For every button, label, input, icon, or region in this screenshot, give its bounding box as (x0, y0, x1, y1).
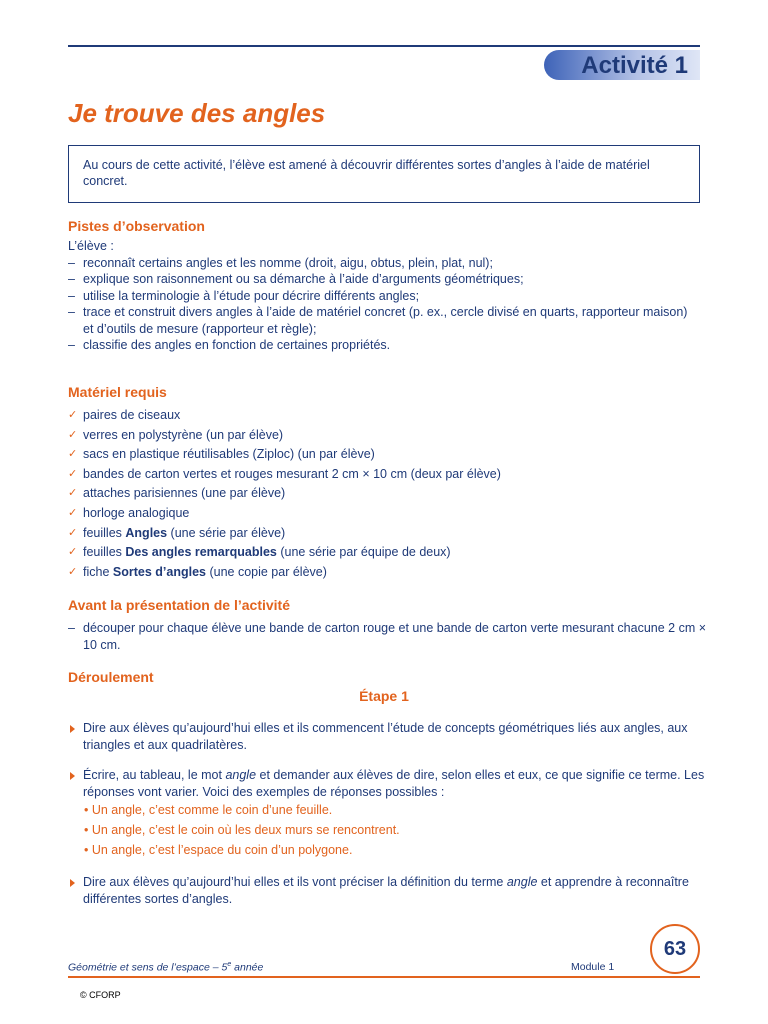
avant-list (68, 620, 708, 653)
item-text: sacs en plastique réutilisables (Ziploc) (un par élève) (83, 447, 375, 462)
deroulement-heading: Déroulement (68, 669, 154, 685)
steps-list (68, 720, 708, 907)
item-bold: Angles (125, 525, 168, 540)
item-text-end: (une série par équipe de deux) (276, 545, 451, 560)
list-item: – classifie des angles en fonction de certaines propriétés. (68, 337, 688, 354)
checkmark-icon: ✓ (68, 428, 78, 441)
footer-sup: e (227, 961, 232, 968)
item-text: feuilles (83, 525, 126, 540)
step-item (68, 720, 708, 753)
activity-label: Activité 1 (581, 52, 688, 79)
pistes-section (68, 238, 688, 354)
footer-title: Géométrie et sens de l’espace – 5 (68, 961, 228, 974)
step-text: Dire aux élèves qu’aujourd’hui elles et ils commencent l’étude de concepts géométriques liés aux angles, aux triangles et aux quadrilatères. (83, 721, 688, 752)
copyright: © CFORP (80, 990, 121, 1000)
checkmark-icon: ✓ (68, 506, 78, 519)
list-item: – utilise la terminologie à l’étude pour décrire différents angles; (68, 288, 688, 305)
list-item (68, 504, 688, 524)
item-text: verres en polystyrène (un par élève) (83, 427, 284, 442)
page-number: 63 (663, 938, 687, 960)
item-text: feuilles (83, 545, 126, 560)
item-text: fiche (83, 564, 113, 579)
list-item (68, 426, 688, 446)
page-number-badge (650, 924, 700, 974)
example-answer: • Un angle, c’est comme le coin d’une feuille. (84, 803, 333, 817)
intro-box: Au cours de cette activité, l’élève est amené à découvrir différentes sortes d’angles à l’aide de matériel concret. (68, 145, 700, 203)
pistes-list (68, 255, 688, 354)
header-rule (68, 45, 700, 47)
list-item (68, 484, 688, 504)
footer-left (68, 961, 263, 974)
list-item (68, 563, 688, 583)
checkmark-icon: ✓ (68, 467, 78, 480)
page-title: Je trouve des angles (68, 98, 326, 128)
item-text-end: (une série par élève) (167, 525, 286, 540)
item-text: bandes de carton vertes et rouges mesurant 2 cm × 10 cm (deux par élève) (83, 466, 501, 481)
footer-module: Module 1 (571, 961, 615, 973)
step-emphasis: angle (225, 768, 257, 782)
list-item: – trace et construit divers angles à l’aide de matériel concret (p. ex., cercle divisé en quarts, rapporteur maison) et d’outils de mesure (rapporteur et règle); (68, 304, 688, 337)
list-item (68, 445, 688, 465)
item-bold: Sortes d’angles (112, 564, 206, 579)
example-answer: • Un angle, c’est l’espace du coin d’un polygone. (84, 843, 353, 857)
activity-tab (544, 50, 700, 80)
list-item: – reconnaît certains angles et les nomme (droit, aigu, obtus, plein, plat, nul); (68, 255, 688, 272)
example-answer: • Un angle, c’est le coin où les deux murs se rencontrent. (84, 823, 400, 837)
checkmark-icon: ✓ (68, 546, 78, 559)
list-item (68, 543, 688, 563)
deroulement-section (68, 720, 708, 921)
materiel-heading: Matériel requis (68, 384, 167, 400)
step-text: Dire aux élèves qu’aujourd’hui elles et ils vont préciser la définition du terme (83, 875, 507, 889)
item-text: paires de ciseaux (83, 408, 181, 422)
checkmark-icon: ✓ (68, 448, 78, 461)
avant-section (68, 620, 708, 653)
list-item (68, 524, 688, 544)
checkmark-icon: ✓ (68, 526, 78, 539)
item-text: attaches parisiennes (une par élève) (83, 486, 286, 501)
step-item (68, 874, 708, 907)
list-item (68, 465, 688, 485)
step-text-end: et apprendre à reconnaître différentes sortes d’angles. (83, 875, 689, 906)
arrow-right-icon (70, 879, 75, 887)
avant-heading: Avant la présentation de l’activité (68, 597, 290, 613)
pistes-heading: Pistes d’observation (68, 218, 205, 234)
item-text: horloge analogique (83, 505, 190, 520)
item-bold: Des angles remarquables (125, 545, 277, 560)
etape-heading: Étape 1 (359, 688, 409, 704)
pistes-lead: L’élève : (68, 239, 114, 253)
list-item: – explique son raisonnement ou sa démarche à l’aide d’arguments géométriques; (68, 271, 688, 288)
checkmark-icon: ✓ (68, 487, 78, 500)
step-item (68, 767, 708, 860)
step-text: Écrire, au tableau, le mot (83, 768, 226, 782)
checkmark-icon: ✓ (68, 409, 78, 421)
step-text-end: et demander aux élèves de dire, selon elles et eux, ce que signifie ce terme. Les réponses vont varier. Voici des exemples de réponses possibles : (83, 768, 705, 799)
item-text-end: (une copie par élève) (205, 564, 327, 579)
materiel-section (68, 406, 688, 582)
list-item: – découper pour chaque élève une bande de carton rouge et une bande de carton verte mesurant chacune 2 cm × 10 cm. (68, 620, 708, 653)
arrow-right-icon (70, 772, 75, 780)
arrow-right-icon (70, 725, 75, 733)
materiel-list (68, 406, 688, 582)
footer-rule (68, 976, 700, 978)
step-emphasis: angle (506, 875, 538, 889)
list-item (68, 406, 688, 426)
footer-title-end: année (231, 961, 264, 974)
checkmark-icon: ✓ (68, 565, 78, 578)
